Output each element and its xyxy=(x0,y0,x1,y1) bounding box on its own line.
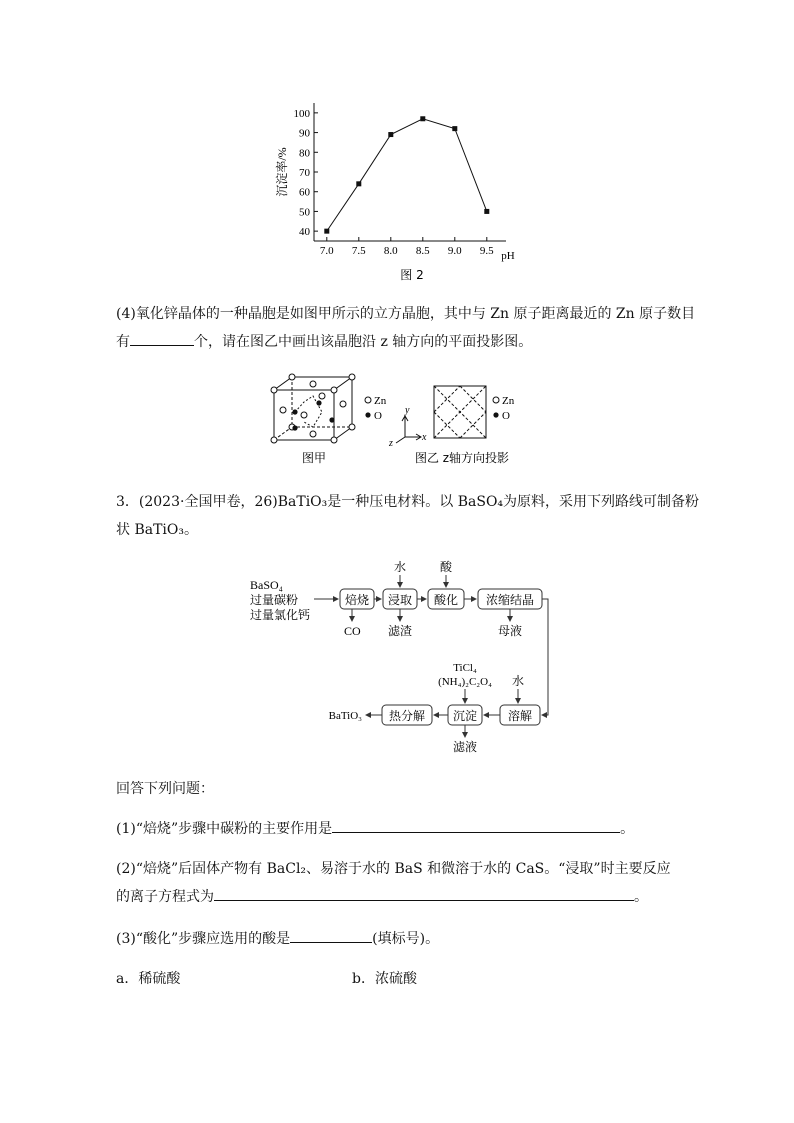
chart-caption: 图 2 xyxy=(400,268,424,282)
y-tick-label: 60 xyxy=(299,186,310,199)
sub-question-2-line2 xyxy=(116,886,648,908)
input-ticl4: TiCl₄ xyxy=(453,662,477,674)
x-axis-label: pH xyxy=(501,250,515,262)
option-b[interactable]: b．浓硫酸 xyxy=(352,971,417,987)
data-point xyxy=(356,181,361,186)
sub1-prefix: (1)“焙烧”步骤中碳粉的主要作用是 xyxy=(116,821,333,837)
data-point xyxy=(324,229,329,234)
output-mother-liquor: 母液 xyxy=(497,624,523,638)
zn-legend-icon-b xyxy=(493,397,499,403)
option-a[interactable]: a．稀硫酸 xyxy=(116,971,181,987)
sub3-suffix: (填标号)。 xyxy=(372,931,440,947)
product-batio3: BaTiO₃ xyxy=(328,710,362,722)
roast-label: 焙烧 xyxy=(344,593,370,607)
sub2-answer-blank[interactable] xyxy=(214,886,634,901)
chart-plot-area xyxy=(274,103,515,262)
answer-intro: 回答下列问题： xyxy=(116,781,214,797)
sub1-answer-blank[interactable] xyxy=(332,818,620,833)
x-tick-label: 8.0 xyxy=(383,245,398,257)
data-point xyxy=(388,132,393,137)
o-legend-icon xyxy=(365,412,370,417)
input-water-1: 水 xyxy=(393,560,407,574)
y-tick-label: 40 xyxy=(299,226,310,239)
output-residue: 滤渣 xyxy=(387,624,413,638)
y-tick-label: 90 xyxy=(299,127,310,140)
sub-question-2-line1: (2)“焙烧”后固体产物有 BaCl₂、易溶于水的 BaS 和微溶于水的 CaS。“浸取”时主要反应 xyxy=(116,861,671,877)
zn-legend-icon xyxy=(365,397,371,403)
process-flow-diagram xyxy=(244,555,564,760)
o-atoms xyxy=(292,400,334,430)
x-tick-label: 8.5 xyxy=(415,245,430,257)
reactant-carbon: 过量碳粉 xyxy=(250,593,299,607)
y-tick-label: 100 xyxy=(293,107,310,120)
sub1-suffix: 。 xyxy=(620,821,635,837)
sub2-suffix: 。 xyxy=(634,889,648,905)
projection-grid xyxy=(434,386,486,438)
x-tick-label: 9.5 xyxy=(479,245,494,257)
leach-label: 浸取 xyxy=(387,593,413,607)
concentrate-label: 浓缩结晶 xyxy=(485,593,535,607)
acidify-label: 酸化 xyxy=(433,593,459,607)
sub3-prefix: (3)“酸化”步骤应选用的酸是 xyxy=(116,931,291,947)
dissolve-label: 溶解 xyxy=(507,709,533,723)
precipitation-rate-chart xyxy=(270,95,530,285)
output-co: CO xyxy=(344,624,361,638)
q4-line1: (4)氧化锌晶体的一种晶胞是如图甲所示的立方晶胞，其中与 Zn 原子距离最近的 Zn 原子数目 xyxy=(116,306,696,322)
crystal-figures xyxy=(262,372,532,472)
sub-question-1 xyxy=(116,818,634,840)
axis-z-label: z xyxy=(389,438,393,449)
input-acid: 酸 xyxy=(439,560,453,574)
reactant-cacl2: 过量氯化钙 xyxy=(250,608,311,622)
caption-fig-a: 图甲 xyxy=(301,451,327,465)
y-tick-label: 70 xyxy=(299,167,310,179)
series-line xyxy=(327,119,487,231)
y-tick-label: 80 xyxy=(299,147,310,160)
axis-x-label: x xyxy=(422,432,427,443)
output-filtrate: 滤液 xyxy=(452,740,478,754)
pyrolysis-label: 热分解 xyxy=(388,709,426,723)
x-tick-label: 9.0 xyxy=(447,245,462,257)
reactant-baso4: BaSO₄ xyxy=(250,578,283,592)
q4-line2-prefix: 有 xyxy=(116,334,130,350)
input-oxalate: (NH₄)₂C₂O₄ xyxy=(438,676,492,688)
sub-question-3 xyxy=(116,928,439,950)
input-water-2: 水 xyxy=(511,674,525,688)
x-tick-label: 7.0 xyxy=(319,245,334,257)
q3-line2: 状 BaTiO₃。 xyxy=(116,522,198,538)
q4-line2-suffix: 个，请在图乙中画出该晶胞沿 z 轴方向的平面投影图。 xyxy=(194,334,533,350)
data-point xyxy=(420,116,425,121)
caption-fig-b: 图乙 z轴方向投影 xyxy=(414,451,510,465)
legend-zn-b: Zn xyxy=(502,395,515,407)
q4-answer-blank[interactable] xyxy=(130,331,194,346)
q3-line1: 3．(2023·全国甲卷，26)BaTiO₃是一种压电材料。以 BaSO₄为原料，采用下列路线可制备粉 xyxy=(116,494,700,510)
sub3-answer-blank[interactable] xyxy=(290,928,372,943)
data-point xyxy=(484,209,489,214)
q4-line2 xyxy=(116,331,532,353)
y-axis-label: 沉淀率/% xyxy=(275,147,289,197)
y-tick-label: 50 xyxy=(299,206,310,219)
xyz-axes-icon xyxy=(396,416,421,443)
legend-o-b: O xyxy=(502,410,510,422)
x-tick-label: 7.5 xyxy=(351,245,366,257)
sub2-prefix: 的离子方程式为 xyxy=(116,889,214,905)
axis-y-label: y xyxy=(405,405,410,416)
data-point xyxy=(452,126,457,131)
legend-o-a: O xyxy=(374,410,382,422)
precipitate-label: 沉淀 xyxy=(452,709,478,723)
o-legend-icon-b xyxy=(493,412,498,417)
legend-zn-a: Zn xyxy=(374,395,387,407)
